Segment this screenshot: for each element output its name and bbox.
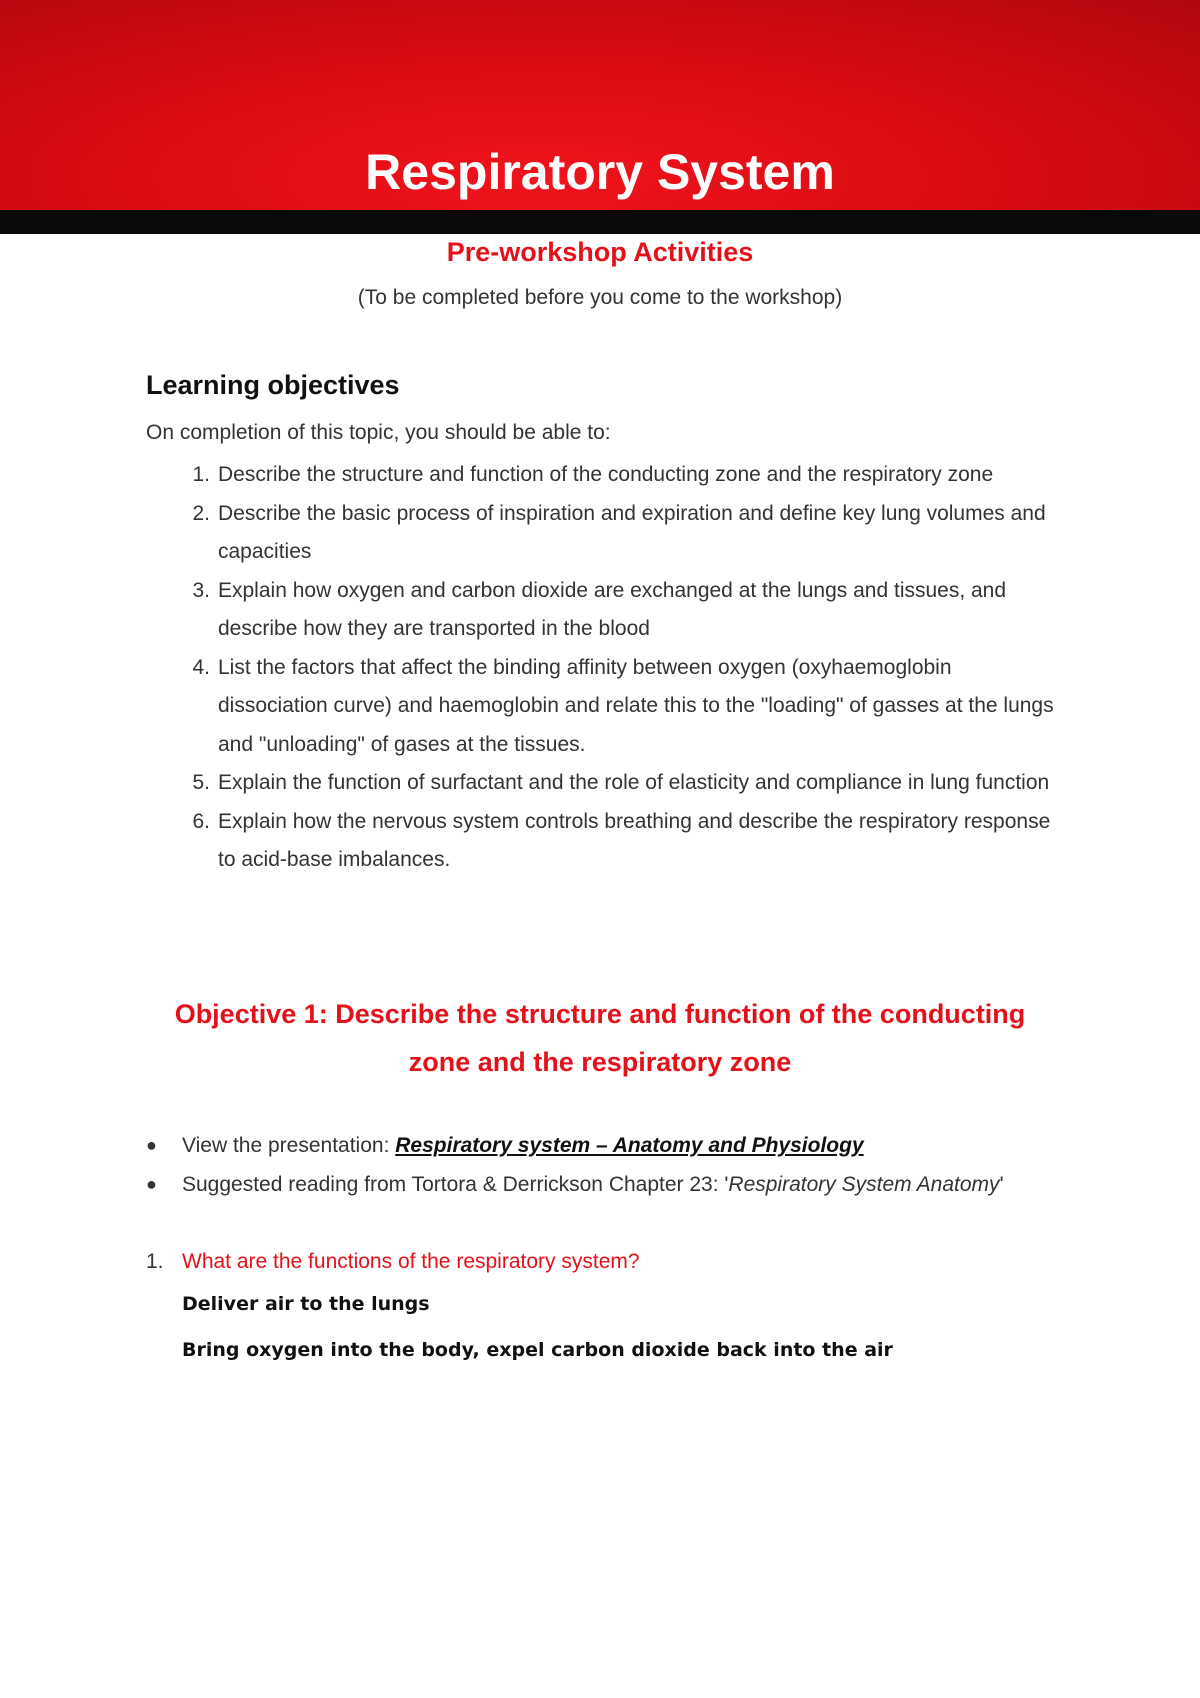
learning-objectives-intro: On completion of this topic, you should be able to:	[146, 421, 611, 444]
question-1	[146, 1248, 640, 1276]
list-item	[146, 572, 1066, 649]
resource-list	[146, 1126, 1106, 1204]
resource-prefix: View the presentation:	[182, 1134, 396, 1157]
list-item	[146, 764, 1066, 803]
resource-prefix: Suggested reading from Tortora & Derrickson Chapter 23: '	[182, 1173, 729, 1196]
list-item-number: 6.	[192, 809, 210, 833]
bullet-icon: ●	[146, 1135, 157, 1155]
subtitle-note: (To be completed before you come to the workshop)	[357, 286, 843, 309]
list-item-number: 5.	[192, 771, 210, 794]
resource-item-text	[182, 1165, 1004, 1204]
list-item-text: Explain how the nervous system controls breathing and describe the respiratory response to acid-base imbalances.	[218, 809, 1051, 871]
section-subtitle: Pre-workshop Activities	[446, 237, 754, 267]
learning-objectives-list	[146, 456, 1066, 880]
list-item-number: 4.	[192, 655, 210, 679]
list-item	[146, 803, 1066, 880]
list-item-text: Describe the basic process of inspiration and expiration and define key lung volumes and capacities	[218, 501, 1046, 563]
list-item	[146, 649, 1066, 765]
objective-1-heading	[130, 990, 1070, 1086]
objective-1-heading-line: Objective 1: Describe the structure and function of the conducting	[174, 999, 1026, 1029]
resource-item-reading	[146, 1165, 1106, 1204]
document-title: Respiratory System	[365, 144, 835, 200]
reading-title: Respiratory System Anatomy	[728, 1173, 1000, 1196]
question-text: What are the functions of the respiratory system?	[182, 1250, 640, 1273]
answer-line: Deliver air to the lungs	[182, 1293, 430, 1315]
question-number: 1.	[146, 1250, 164, 1273]
list-item-number: 1.	[192, 463, 210, 486]
list-item-number: 3.	[192, 578, 210, 602]
resource-suffix: '	[999, 1173, 1004, 1196]
bullet-icon: ●	[146, 1174, 157, 1194]
answer-line: Bring oxygen into the body, expel carbon dioxide back into the air	[182, 1339, 893, 1361]
list-item-text: Describe the structure and function of the conducting zone and the respiratory zone	[218, 463, 994, 486]
presentation-link[interactable]: Respiratory system – Anatomy and Physiology	[395, 1134, 864, 1157]
list-item-text: Explain how oxygen and carbon dioxide are exchanged at the lungs and tissues, and describe how they are transported in the blood	[218, 578, 1007, 640]
resource-item-presentation	[146, 1126, 1106, 1165]
list-item	[146, 456, 1066, 495]
list-item-number: 2.	[192, 501, 210, 525]
list-item-text: Explain the function of surfactant and the role of elasticity and compliance in lung function	[218, 771, 1050, 794]
list-item	[146, 495, 1066, 572]
header-divider-bar	[0, 210, 1200, 234]
resource-item-text	[182, 1126, 864, 1165]
learning-objectives-heading: Learning objectives	[146, 370, 400, 400]
objective-1-heading-line: zone and the respiratory zone	[408, 1047, 792, 1077]
list-item-text: List the factors that affect the binding affinity between oxygen (oxyhaemoglobin dissociation curve) and haemoglobin and relate this to the "loading" of gasses at the lungs and "unloading" of gases at the tissues.	[218, 655, 1054, 756]
